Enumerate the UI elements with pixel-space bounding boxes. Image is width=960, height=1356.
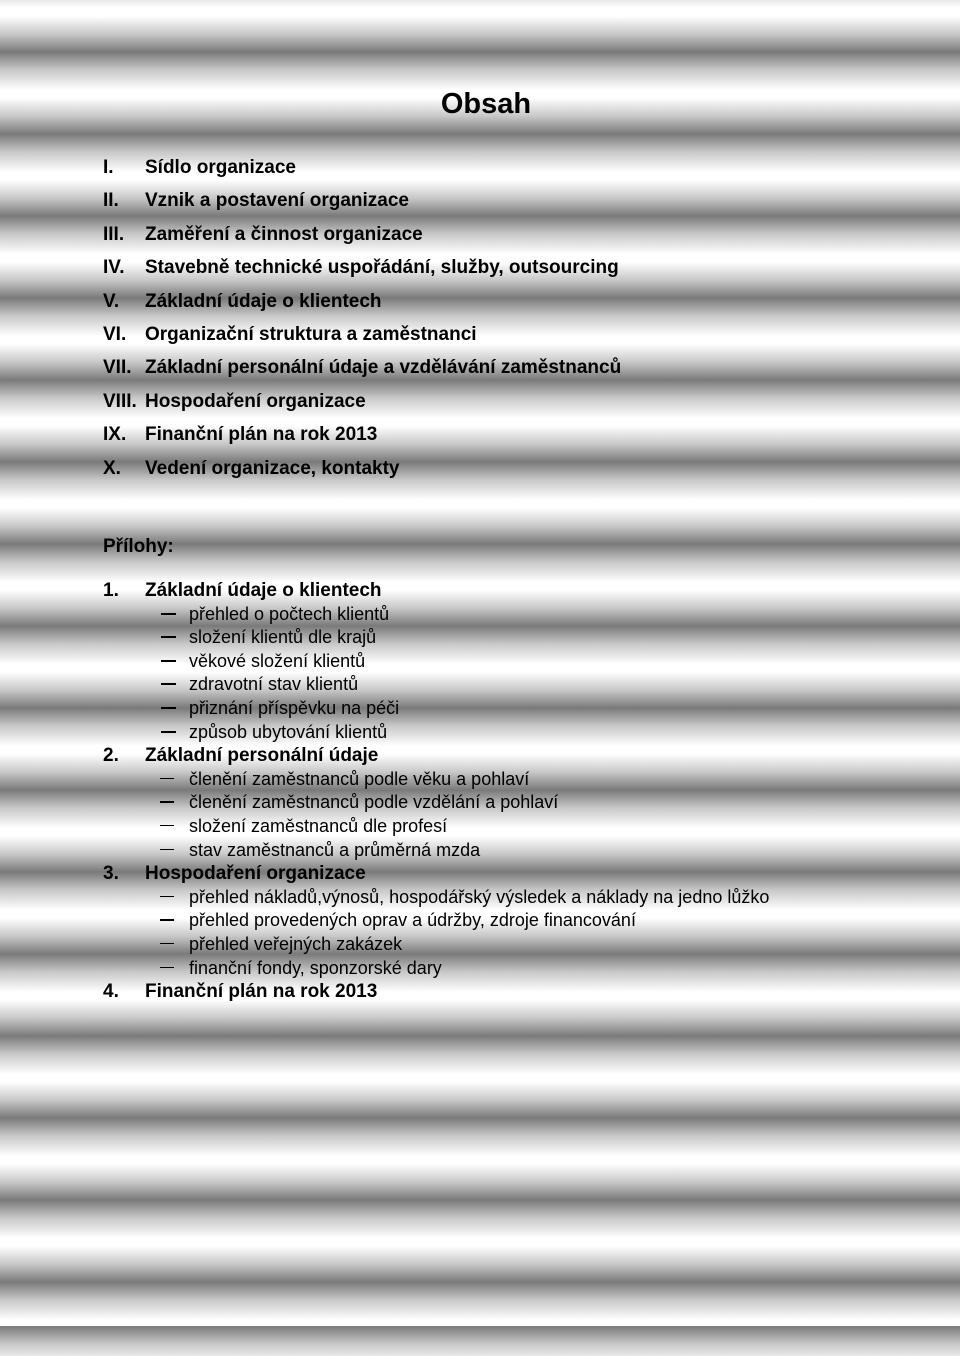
attachment-title [103, 579, 769, 603]
attachment-subitem-label: přehled o počtech klientů [189, 603, 390, 624]
toc-item-number: IV. [103, 257, 125, 279]
attachment-section [103, 744, 769, 862]
attachment-section [103, 980, 769, 1004]
attachment-number: 1. [103, 580, 119, 601]
toc-item-label: Finanční plán na rok 2013 [145, 424, 378, 446]
toc-item-number: I. [103, 157, 114, 178]
table-of-contents [103, 156, 621, 490]
toc-item-number: VI. [103, 323, 127, 345]
toc-item-number: II. [103, 190, 119, 212]
attachment-subitem-label: přehled nákladů,výnosů, hospodářský výsledek a náklady na jedno lůžko [189, 886, 770, 907]
attachment-label: Finanční plán na rok 2013 [145, 981, 378, 1003]
attachment-subitem [103, 697, 769, 721]
toc-item-number: X. [103, 457, 121, 479]
dash-bullet [160, 967, 174, 969]
attachments-list [103, 579, 769, 1004]
toc-item-label: Zaměření a činnost organizace [145, 223, 423, 245]
attachment-subitem [103, 626, 769, 650]
dash-bullet [161, 683, 176, 685]
attachment-number: 4. [103, 981, 119, 1003]
toc-item-number: IX. [103, 424, 127, 446]
attachment-subitem-label: přehled veřejných zakázek [189, 933, 403, 954]
toc-item-number: V. [103, 290, 120, 312]
dash-bullet [161, 660, 176, 662]
attachment-section [103, 579, 769, 744]
attachment-sublist [103, 768, 769, 862]
toc-item-label: Organizační struktura a zaměstnanci [145, 323, 477, 345]
attachment-subitem [103, 721, 769, 745]
toc-item-label: Sídlo organizace [145, 157, 296, 178]
toc-item-number: VIII. [103, 390, 137, 412]
attachment-label: Hospodaření organizace [145, 863, 366, 885]
toc-item [103, 356, 621, 389]
attachment-subitem-label: složení zaměstnanců dle profesí [189, 815, 448, 836]
toc-item-label: Vedení organizace, kontakty [145, 457, 400, 479]
dash-bullet [161, 613, 176, 615]
attachment-subitem [103, 768, 769, 792]
toc-item-label: Hospodaření organizace [145, 390, 366, 412]
attachment-subitem-label: finanční fondy, sponzorské dary [189, 957, 442, 978]
toc-item-label: Vznik a postavení organizace [145, 190, 409, 212]
attachment-title [103, 862, 769, 886]
attachment-number: 2. [103, 745, 119, 767]
dash-bullet [160, 943, 174, 945]
attachment-subitem [103, 673, 769, 697]
toc-item [103, 423, 621, 456]
attachment-subitem-label: členění zaměstnanců podle vzdělání a pohlaví [189, 792, 559, 813]
attachment-subitem-label: zdravotní stav klientů [189, 674, 359, 695]
attachment-label: Základní personální údaje [145, 745, 379, 767]
attachment-section [103, 862, 769, 980]
attachment-subitem-label: přehled provedených oprav a údržby, zdroje financování [189, 910, 636, 931]
attachment-number: 3. [103, 863, 119, 885]
toc-item [103, 290, 621, 323]
attachment-subitem [103, 933, 769, 957]
attachment-label: Základní údaje o klientech [145, 580, 382, 601]
attachment-subitem-label: přiznání příspěvku na péči [189, 697, 400, 718]
toc-item [103, 256, 621, 289]
toc-item-label: Základní personální údaje a vzdělávání zaměstnanců [145, 357, 622, 379]
dash-bullet [161, 731, 176, 733]
toc-item [103, 323, 621, 356]
toc-item [103, 189, 621, 222]
attachment-subitem [103, 957, 769, 981]
page-title: Obsah [440, 88, 532, 120]
attachment-title [103, 980, 769, 1004]
attachment-subitem-label: způsob ubytování klientů [189, 721, 388, 742]
attachment-subitem-label: stav zaměstnanců a průměrná mzda [189, 839, 481, 860]
dash-bullet [160, 896, 174, 898]
toc-item-label: Stavebně technické uspořádání, služby, outsourcing [145, 257, 619, 279]
dash-bullet [161, 707, 176, 709]
toc-item-number: III. [103, 223, 125, 245]
attachment-subitem-label: věkové složení klientů [189, 650, 366, 671]
attachment-subitem [103, 650, 769, 674]
attachment-sublist [103, 603, 769, 745]
toc-item-number: VII. [103, 357, 132, 379]
attachment-subitem [103, 909, 769, 933]
attachment-subitem [103, 886, 769, 910]
toc-item [103, 390, 621, 423]
dash-bullet [161, 636, 176, 638]
dash-bullet [160, 778, 174, 780]
attachment-subitem [103, 791, 769, 815]
dash-bullet [160, 801, 174, 803]
attachments-heading: Přílohy: [103, 536, 174, 557]
attachment-sublist [103, 886, 769, 980]
dash-bullet [160, 919, 174, 921]
dash-bullet [160, 849, 174, 851]
toc-item [103, 156, 621, 189]
toc-item [103, 457, 621, 490]
dash-bullet [160, 825, 174, 827]
attachment-subitem [103, 603, 769, 627]
attachment-title [103, 744, 769, 768]
attachment-subitem-label: členění zaměstnanců podle věku a pohlaví [189, 768, 530, 789]
toc-item [103, 223, 621, 256]
attachment-subitem [103, 815, 769, 839]
attachment-subitem-label: složení klientů dle krajů [189, 627, 377, 648]
toc-item-label: Základní údaje o klientech [145, 290, 382, 312]
attachment-subitem [103, 839, 769, 863]
